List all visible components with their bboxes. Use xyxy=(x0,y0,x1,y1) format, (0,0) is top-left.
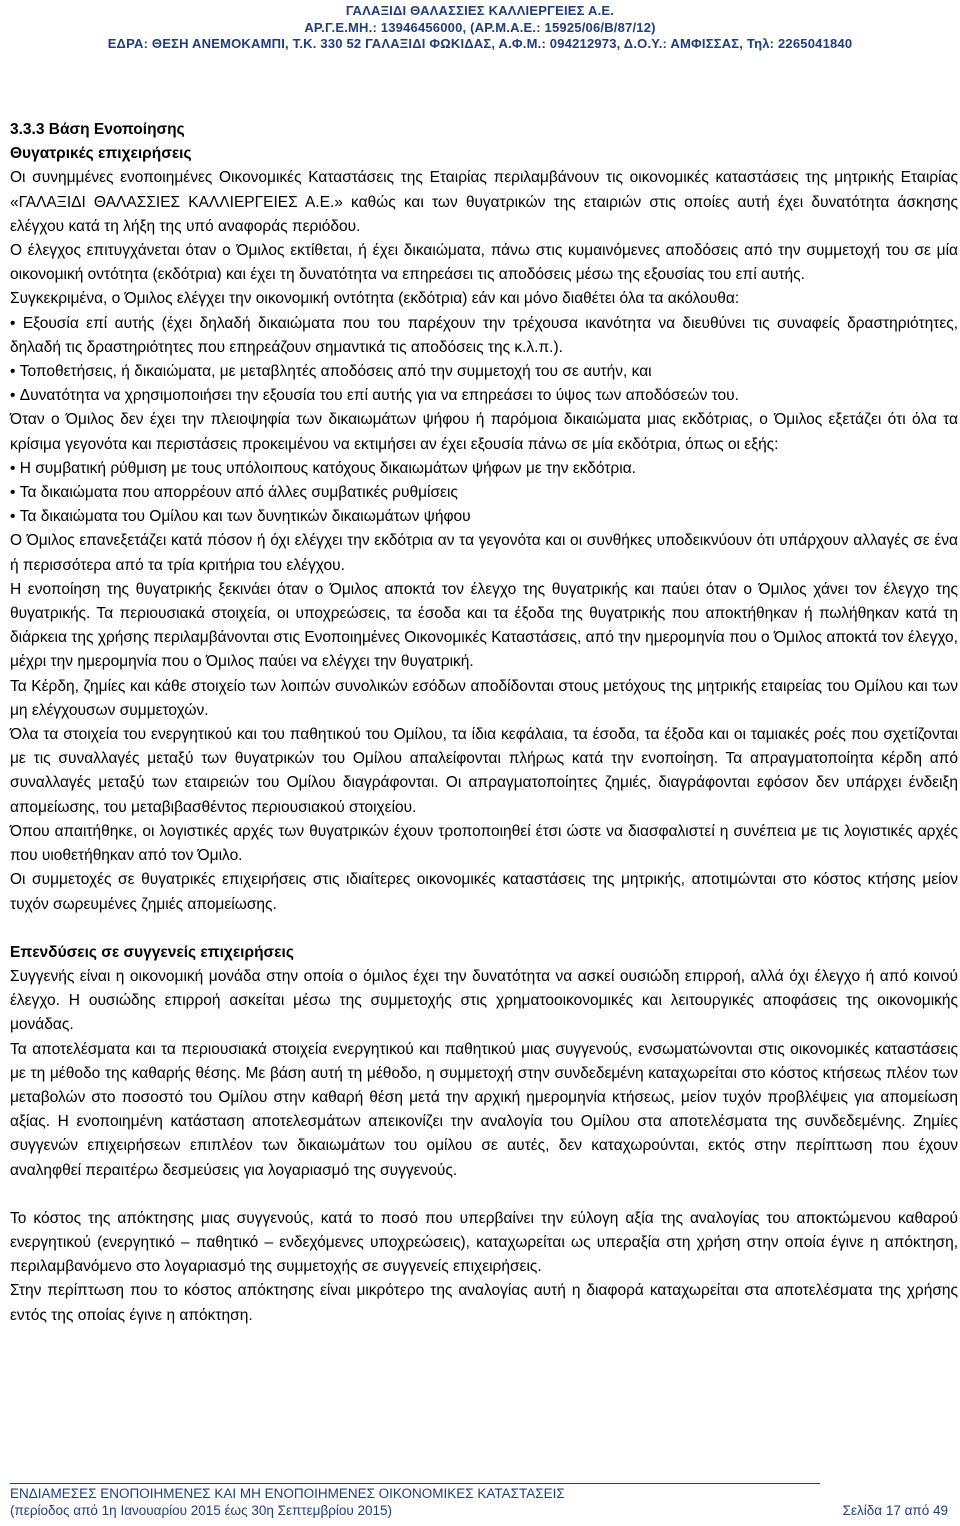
page-footer xyxy=(10,1483,948,1519)
company-name: ΓΑΛΑΞΙΔΙ ΘΑΛΑΣΣΙΕΣ ΚΑΛΛΙΕΡΓΕΙΕΣ Α.Ε. xyxy=(345,3,615,18)
footer-period: (περίοδος από 1η Ιανουαρίου 2015 έως 30η Σεπτεμβρίου 2015) xyxy=(10,1503,393,1518)
paragraph: Τα αποτελέσματα και τα περιουσιακά στοιχεία ενεργητικού και παθητικού μιας συγγενούς, ενσωματώνονται στις οικονομικές καταστάσεις με τη μέθοδο της καθαρής θέσης. Με βάση αυτή τη μέθοδο, η συμμετοχή στην συνδεδεμένη καταχωρείται στο κόστος κτήσεως πλέον των μεταβολών στο ποσοστό του Ομίλου στην καθαρή θέση μετά την αρχική ημερομηνία κτήσεως, μείον τυχόν προβλέψεις για απομείωση αξίας. Η ενοποιημένη κατάσταση αποτελεσμάτων απεικονίζει την αναλογία του Ομίλου στα αποτελέσματα της συνδεδεμένης. Ζημίες συγγενών επιχειρήσεων επιπλέον των δικαιωμάτων του ομίλου σε αυτές, δεν καταχωρούνται, εκτός στην περίπτωση που έχουν αναληφθεί περαιτέρω δεσμεύσεις για λογαριασμό της συγγενούς. xyxy=(10,1040,958,1179)
paragraph: Το κόστος της απόκτησης μιας συγγενούς, κατά το ποσό που υπερβαίνει την εύλογη αξία της αναλογίας του αποκτώμενου καθαρού ενεργητικού (ενεργητικό – παθητικό – ενδεχόμενες υποχρεώσεις), καταχωρείται ως υπεραξία στη χρήση στην οποία έγινε η απόκτηση, περιλαμβανόμενο στο λογαριασμό της συμμετοχής σε συγγενείς επιχειρήσεις. xyxy=(10,1209,958,1276)
section-title: 3.3.3 Βάση Ενοποίησης xyxy=(10,121,185,138)
paragraph: Οι συμμετοχές σε θυγατρικές επιχειρήσεις στις ιδιαίτερες οικονομικές καταστάσεις της μητρικής, αποτιμώνται στο κόστος κτήσης μείον τυχόν σωρευμένες ζημιές απομείωσης. xyxy=(10,871,958,913)
footer-divider xyxy=(10,1483,820,1484)
document-body xyxy=(10,118,958,1328)
bullet-item: • Τα δικαιώματα που απορρέουν από άλλες συμβατικές ρυθμίσεις xyxy=(10,481,958,505)
paragraph: Ο Όμιλος επανεξετάζει κατά πόσον ή όχι ελέγχει την εκδότρια αν τα γεγονότα και οι συνθήκες υποδεικνύουν ότι υπάρχουν αλλαγές σε ένα ή περισσότερα από τα τρία κριτήρια του ελέγχου. xyxy=(10,532,958,574)
company-address: ΕΔΡΑ: ΘΕΣΗ ΑΝΕΜΟΚΑΜΠΙ, Τ.Κ. 330 52 ΓΑΛΑΞΙΔΙ ΦΩΚΙΔΑΣ, Α.Φ.Μ.: 094212973, Δ.Ο.Υ.: ΑΜΦΙΣΣΑΣ, Τηλ: 2265041840 xyxy=(107,36,853,51)
paragraph: Συγγενής είναι η οικονομική μονάδα στην οποία ο όμιλος έχει την δυνατότητα να ασκεί ουσιώδη επιρροή, αλλά όχι έλεγχο ή από κοινού έλεγχο. Η ουσιώδης επιρροή ασκείται μέσω της συμμετοχής στις χρηματοοικονομικές και λειτουργικές αποφάσεις της οικονομικής μονάδας. xyxy=(10,967,958,1034)
paragraph: Η ενοποίηση της θυγατρικής ξεκινάει όταν ο Όμιλος αποκτά τον έλεγχο της θυγατρικής και παύει όταν ο Όμιλος χάνει τον έλεγχο της θυγατρικής. Τα περιουσιακά στοιχεία, οι υποχρεώσεις, τα έσοδα και τα έξοδα της θυγατρικής που αποκτήθηκαν ή πωλήθηκαν κατά τη διάρκεια της χρήσης περιλαμβάνονται στις Ενοποιημένες Οικονομικές Καταστάσεις, από την ημερομηνία που ο Όμιλος αποκτά τον έλεγχο, μέχρι την ημερομηνία που ο Όμιλος παύει να ελέγχει την θυγατρική. xyxy=(10,580,958,671)
paragraph: Όλα τα στοιχεία του ενεργητικού και του παθητικού του Ομίλου, τα ίδια κεφάλαια, τα έσοδα, τα έξοδα και οι ταμιακές ροές που σχετίζονται με τις συναλλαγές μεταξύ των θυγατρικών του Ομίλου απαλείφονται πλήρως κατά την ενοποίηση. Τα απραγματοποίητα κέρδη από συναλλαγές μεταξύ των εταιρειών του Ομίλου διαγράφονται. Οι απραγματοποίητες ζημιές, διαγράφονται εφόσον δεν υπάρχει ένδειξη απομείωσης, του μεταβιβασθέντος περιουσιακού στοιχείου. xyxy=(10,726,958,816)
page-number: Σελίδα 17 από 49 xyxy=(842,1503,948,1518)
associates-heading: Επενδύσεις σε συγγενείς επιχειρήσεις xyxy=(10,943,294,961)
footer-row xyxy=(10,1502,948,1519)
paragraph: Στην περίπτωση που το κόστος απόκτησης είναι μικρότερο της αναλογίας αυτή η διαφορά καταχωρείται στα αποτελέσματα της χρήσης εντός της οποίας έγινε η απόκτηση. xyxy=(10,1282,958,1324)
company-registration: ΑΡ.Γ.Ε.ΜΗ.: 13946456000, (ΑΡ.Μ.Α.Ε.: 15925/06/Β/87/12) xyxy=(304,19,656,35)
paragraph: Όπου απαιτήθηκε, οι λογιστικές αρχές των θυγατρικών έχουν τροποποιηθεί έτσι ώστε να διασφαλιστεί η συνέπεια με τις λογιστικές αρχές που υιοθετήθηκαν από τον Όμιλο. xyxy=(10,822,958,865)
spacer xyxy=(10,917,958,941)
bullet-item: • Η συμβατική ρύθμιση με τους υπόλοιπους κατόχους δικαιωμάτων ψήφων με την εκδότρια. xyxy=(10,457,958,481)
bullet-item: • Δυνατότητα να χρησιμοποιήσει την εξουσία του επί αυτής για να επηρεάσει το ύψος των αποδόσεών του. xyxy=(10,384,958,408)
spacer xyxy=(10,1183,958,1207)
bullet-item: • Τοποθετήσεις, ή δικαιώματα, με μεταβλητές αποδόσεις από την συμμετοχή του σε αυτήν, και xyxy=(10,360,958,384)
paragraph: Όταν ο Όμιλος δεν έχει την πλειοψηφία των δικαιωμάτων ψήφου ή παρόμοια δικαιώματα μιας εκδότριας, ο Όμιλος εξετάζει ότι όλα τα κρίσιμα γεγονότα και περιστάσεις προκειμένου να εκτιμήσει αν έχει εξουσία πάνω σε μία εκδότρια, όπως οι εξής: xyxy=(10,411,958,453)
page-header xyxy=(0,0,960,58)
subsidiaries-heading: Θυγατρικές επιχειρήσεις xyxy=(10,145,192,163)
bullet-item: • Τα δικαιώματα του Ομίλου και των δυνητικών δικαιωμάτων ψήφου xyxy=(10,505,958,529)
bullet-item: • Εξουσία επί αυτής (έχει δηλαδή δικαιώματα που του παρέχουν την τρέχουσα ικανότητα να διευθύνει τις συναφείς δραστηριότητες, δηλαδή τις δραστηριότητες που επηρεάζουν σημαντικά τις αποδόσεις της κ.λ.π.). xyxy=(10,312,958,360)
paragraph: Ο έλεγχος επιτυγχάνεται όταν ο Όμιλος εκτίθεται, ή έχει δικαιώματα, πάνω στις κυμαινόμενες αποδόσεις από την συμμετοχή του σε μία οικονομική οντότητα (εκδότρια) και έχει τη δυνατότητα να επηρεάσει τις αποδόσεις μέσω της εξουσίας του επί αυτής. xyxy=(10,242,958,284)
paragraph: Τα Κέρδη, ζημίες και κάθε στοιχείο των λοιπών συνολικών εσόδων αποδίδονται στους μετόχους της μητρικής εταιρείας του Ομίλου και των μη ελέγχουσων συμμετοχών. xyxy=(10,677,958,719)
paragraph: Συγκεκριμένα, ο Όμιλος ελέγχει την οικονομική οντότητα (εκδότρια) εάν και μόνο διαθέτει όλα τα ακόλουθα: xyxy=(10,290,740,308)
footer-title: ΕΝΔΙΑΜΕΣΕΣ ΕΝΟΠΟΙΗΜΕΝΕΣ ΚΑΙ ΜΗ ΕΝΟΠΟΙΗΜΕΝΕΣ ΟΙΚΟΝΟΜΙΚΕΣ ΚΑΤΑΣΤΑΣΕΙΣ xyxy=(10,1486,565,1501)
paragraph: Οι συνημμένες ενοποιημένες Οικονομικές Καταστάσεις της Εταιρίας περιλαμβάνουν τις οικονομικές καταστάσεις της μητρικής Εταιρίας «ΓΑΛΑΞΙΔΙ ΘΑΛΑΣΣΙΕΣ ΚΑΛΛΙΕΡΓΕΙΕΣ Α.Ε.» καθώς και των θυγατρικών της εταιριών στις οποίες αυτή έχει δυνατότητα άσκησης ελέγχου κατά τη λήξη της υπό αναφοράς περιόδου. xyxy=(10,169,958,235)
